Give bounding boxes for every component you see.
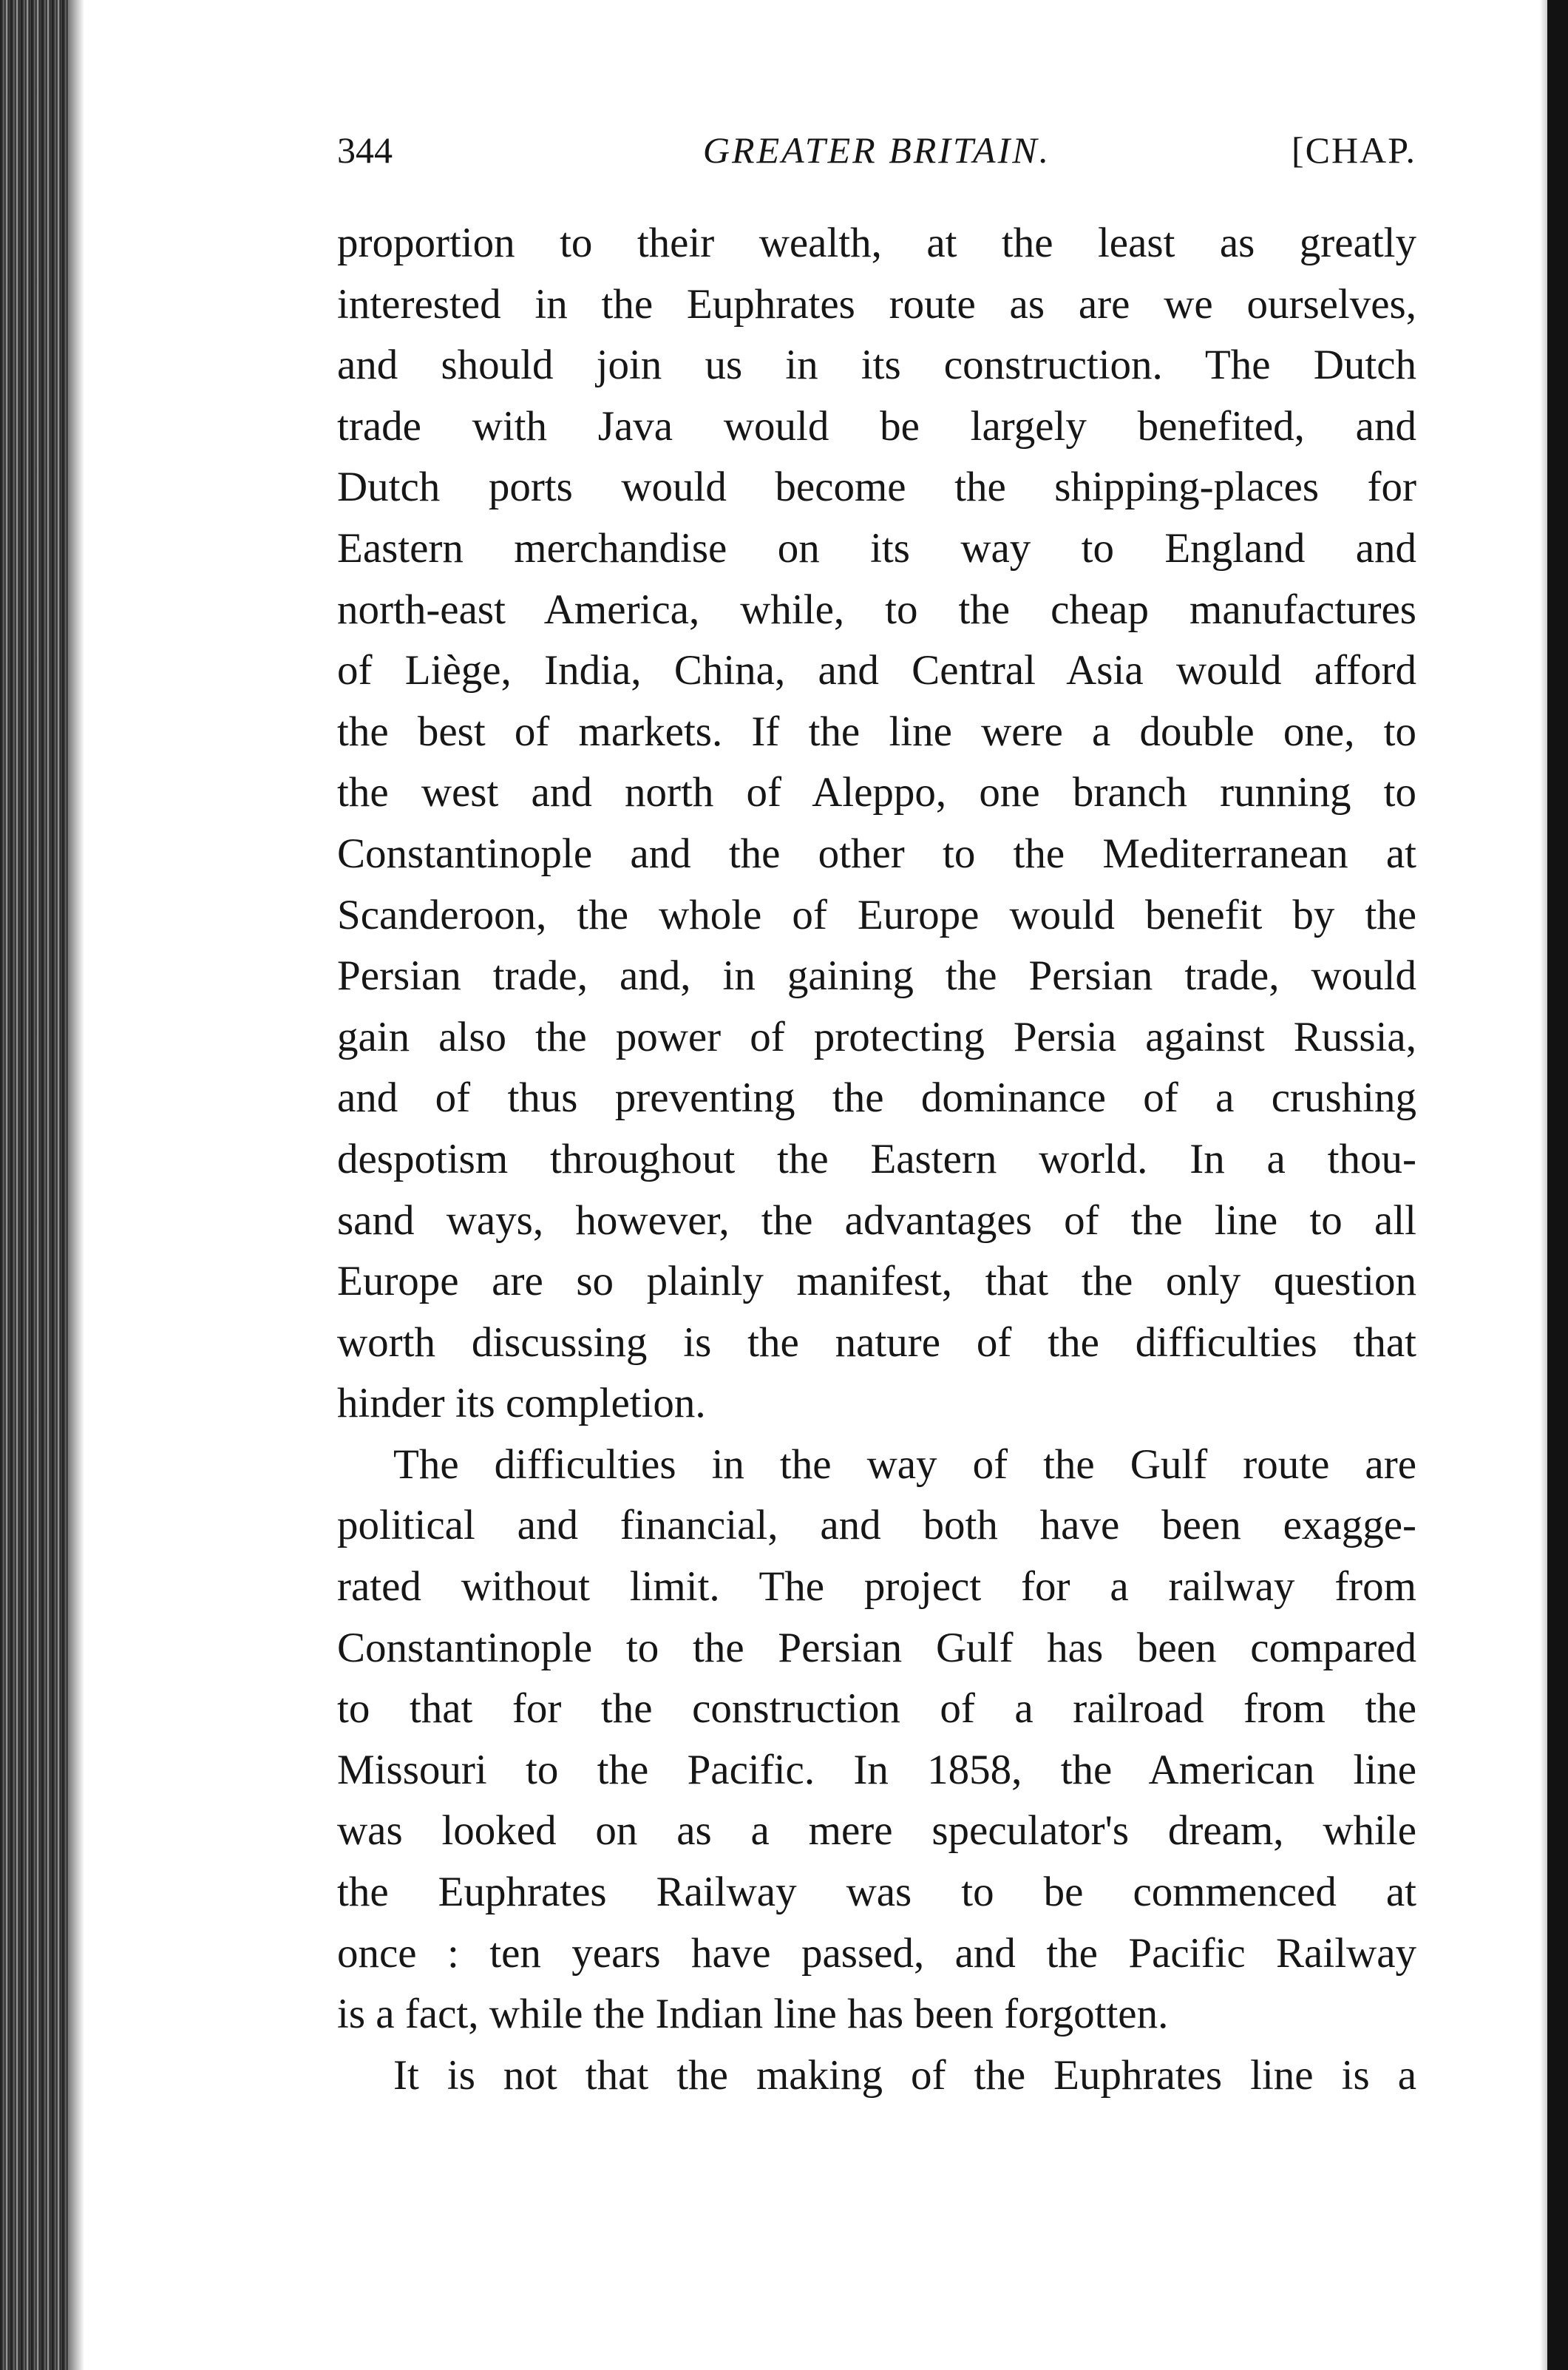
text-line: the west and north of Aleppo, one branch running to [337,769,1416,816]
text-line: worth discussing is the nature of the difficulties that [337,1318,1416,1366]
text-line: The difficulties in the way of the Gulf route are [393,1440,1416,1488]
body-text [337,213,1416,2106]
text-line: the best of markets. If the line were a double one, to [337,708,1416,755]
page-header [337,124,1416,176]
text-line: despotism throughout the Eastern world. In a thou- [337,1135,1416,1182]
text-line: Europe are so plainly manifest, that the only question [337,1258,1416,1305]
text-line: Persian trade, and, in gaining the Persian trade, would [337,952,1416,1000]
text-line: hinder its completion. [337,1380,706,1427]
running-title: GREATER BRITAIN. [702,129,1051,171]
text-line: north-east America, while, to the cheap manufactures [337,586,1416,633]
page-edge-shadow [1540,0,1547,2370]
text-line: Eastern merchandise on its way to England and [337,524,1416,572]
text-line: is a fact, while the Indian line has been forgotten. [337,1991,1169,2038]
book-spine-edge [0,0,68,2370]
text-line: political and financial, and both have been exagge- [337,1502,1416,1549]
text-line: proportion to their wealth, at the least as greatly [337,220,1416,266]
text-line: and should join us in its construction. The Dutch [337,342,1416,389]
book-page [337,124,1416,2106]
text-line: Dutch ports would become the shipping-places for [337,464,1416,511]
text-line: trade with Java would be largely benefited, and [337,402,1416,450]
gutter-shadow [68,0,84,2370]
text-line: of Liège, India, China, and Central Asia would afford [337,647,1416,694]
text-line: Missouri to the Pacific. In 1858, the American line [337,1746,1416,1793]
text-line: rated without limit. The project for a railway from [337,1563,1416,1611]
text-line: interested in the Euphrates route as are we ourselves, [337,280,1416,328]
text-line: was looked on as a mere speculator's dream, while [337,1807,1416,1855]
page-number: 344 [337,129,393,171]
text-line: It is not that the making of the Euphrates line is a [393,2051,1416,2099]
text-line: Constantinople to the Persian Gulf has been compared [337,1624,1416,1671]
text-line: once : ten years have passed, and the Pacific Railway [337,1929,1416,1977]
text-line: gain also the power of protecting Persia against Russia, [337,1013,1416,1060]
text-line: Scanderoon, the whole of Europe would benefit by the [337,891,1416,938]
book-right-edge [1547,0,1568,2370]
text-line: sand ways, however, the advantages of the line to all [337,1196,1416,1244]
text-line: the Euphrates Railway was to be commenced at [337,1869,1416,1916]
text-line: and of thus preventing the dominance of a crushing [337,1074,1416,1122]
text-line: Constantinople and the other to the Mediterranean at [337,830,1416,877]
chapter-label: [CHAP. [1292,129,1416,171]
text-line: to that for the construction of a railroad from the [337,1685,1416,1733]
